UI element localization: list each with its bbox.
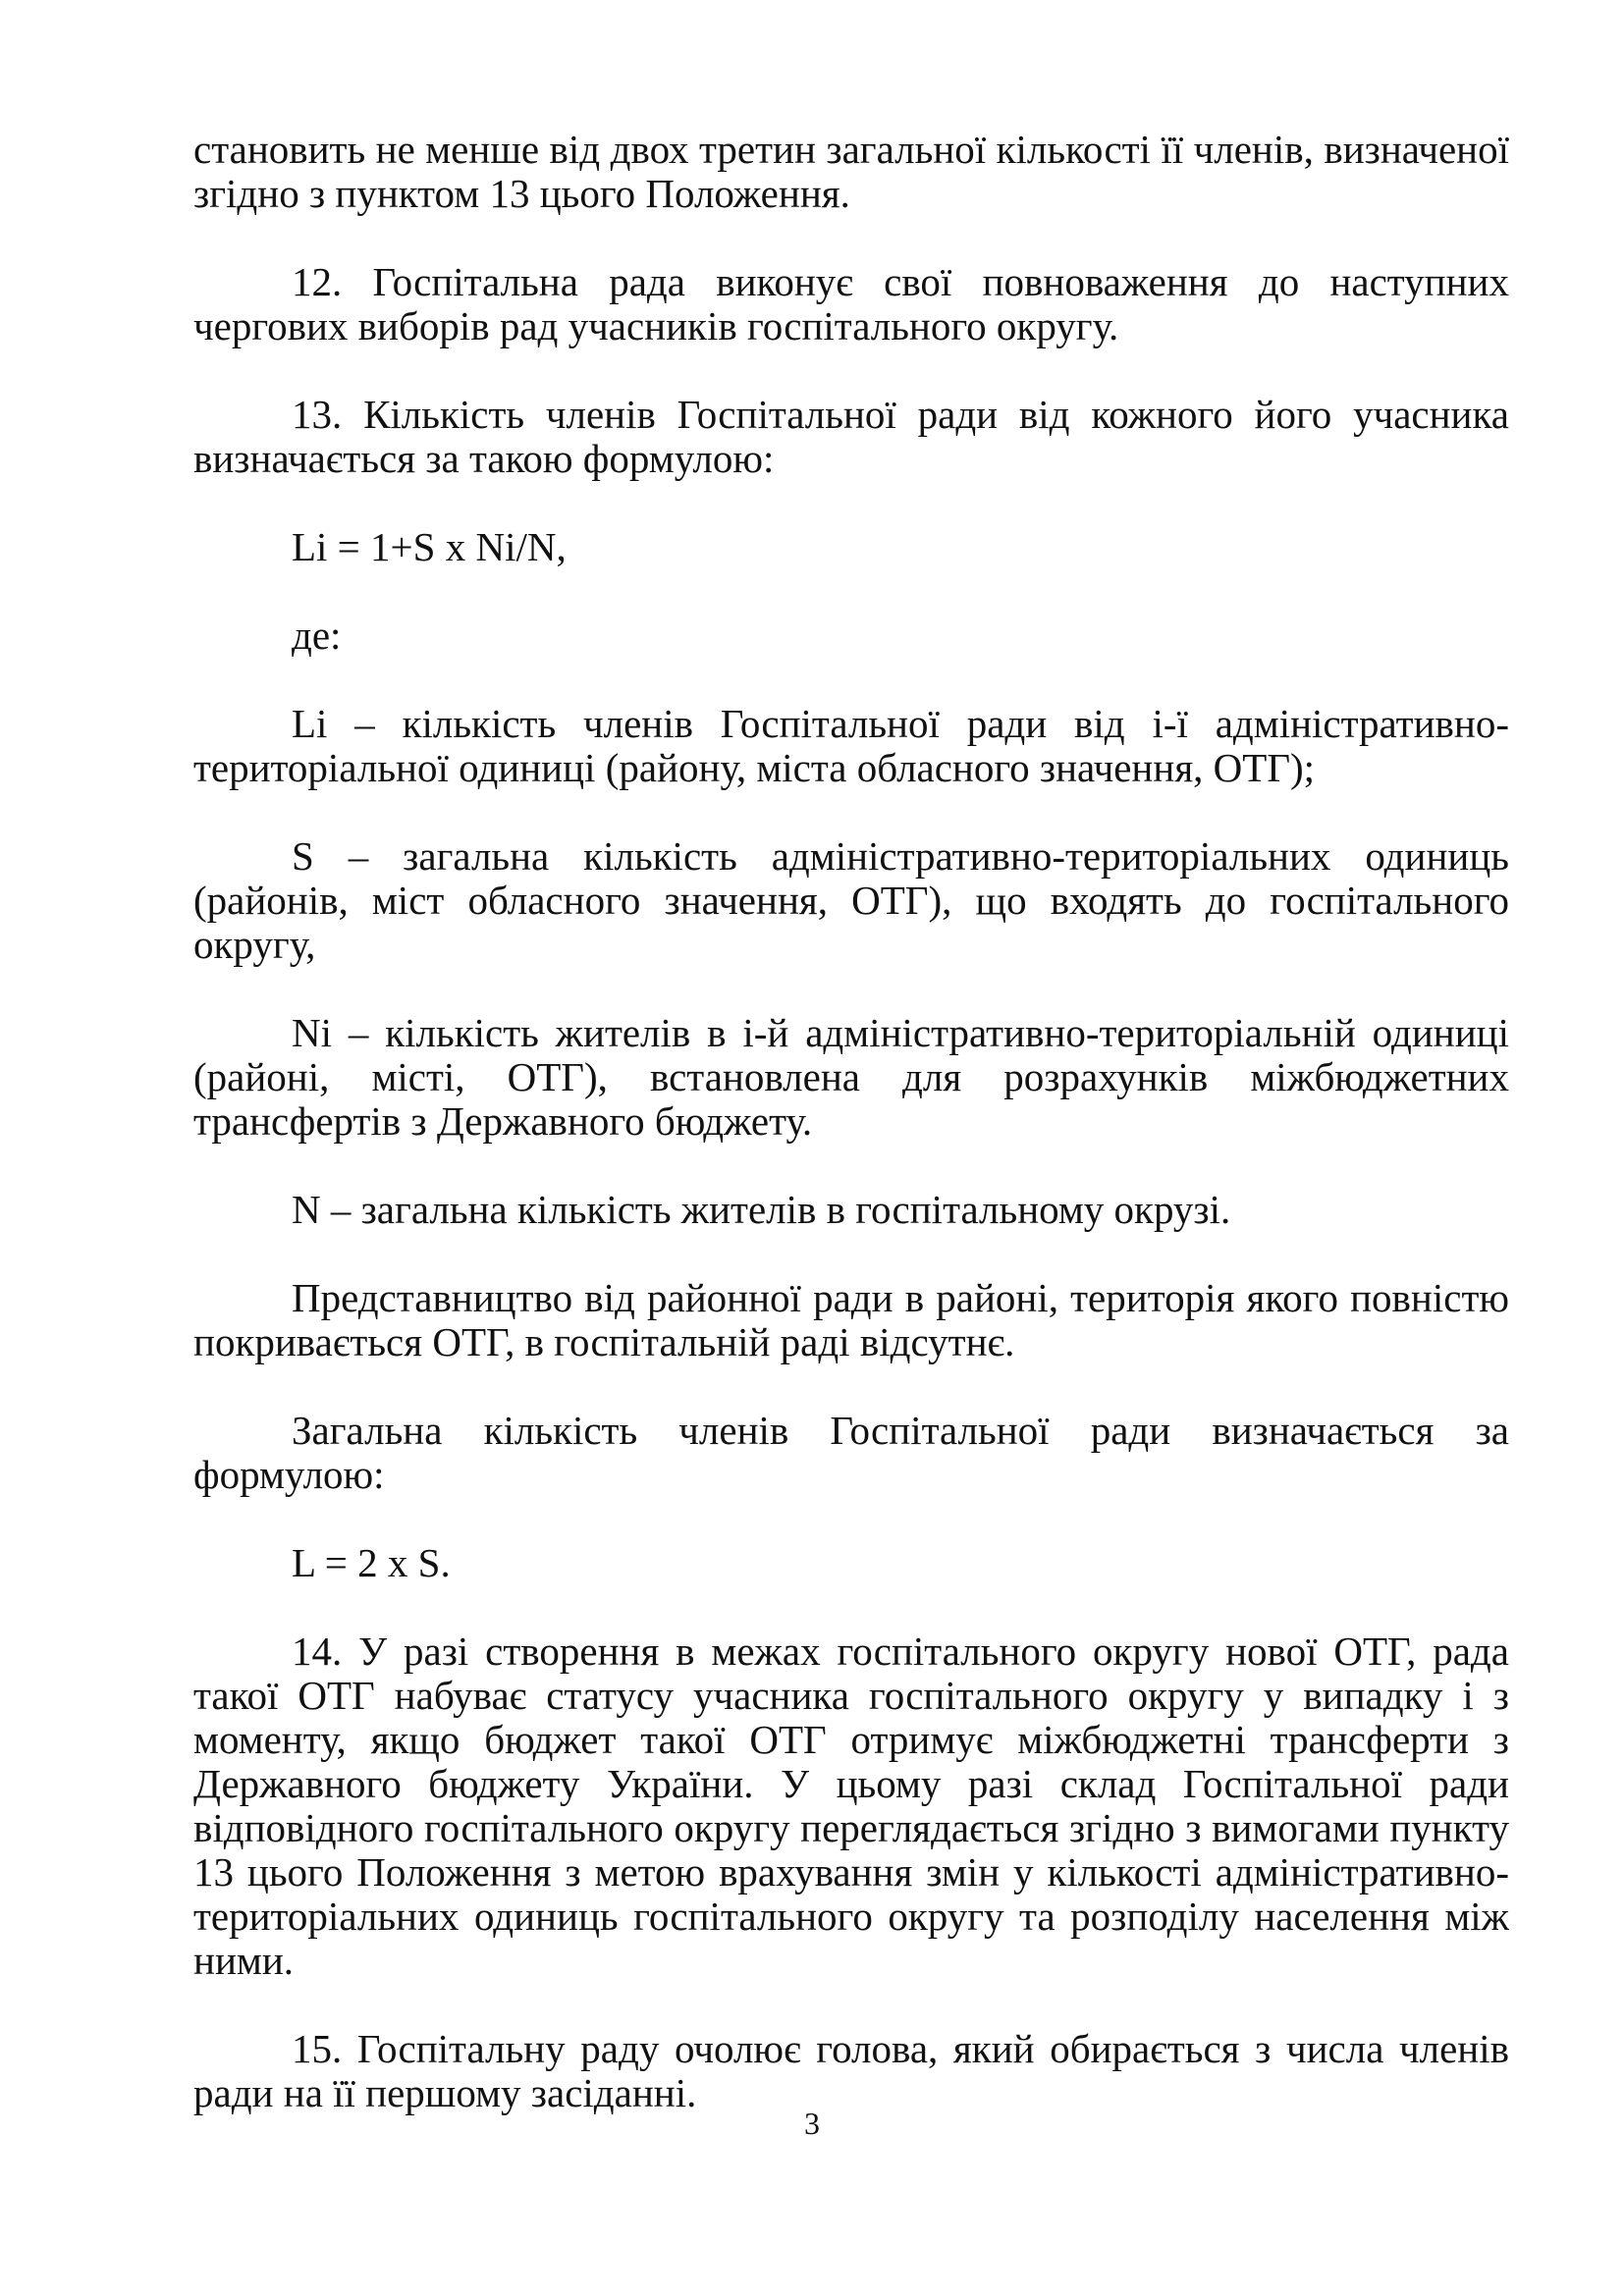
definition-li: Li – кількість членів Госпітальної ради від і-ї адміністративно-територіальної одиниці (району, міста обласного значення, ОТГ); xyxy=(193,701,1509,790)
paragraph-item-14: 14. У разі створення в межах госпітального округу нової ОТГ, рада такої ОТГ набуває статусу учасника госпітального округу у випадку і з моменту, якщо бюджет такої ОТГ отримує міжбюджетні трансферти з Державного бюджету України. У цьому разі склад Госпітальної ради відповідного госпітального округу переглядається згідно з вимогами пункту 13 цього Положення з метою врахування змін у кількості адміністративно-територіальних одиниць госпітального округу та розподілу населення між ними. xyxy=(193,1629,1509,1983)
paragraph-district-representation: Представництво від районної ради в районі, територія якого повністю покривається ОТГ, в госпітальній раді відсутнє. xyxy=(193,1275,1509,1364)
page-number: 3 xyxy=(804,2106,820,2141)
definition-ni: Ni – кількість жителів в і-й адміністративно-територіальній одиниці (районі, місті, ОТГ), встановлена для розрахунків міжбюджетних трансфертів з Державного бюджету. xyxy=(193,1010,1509,1144)
formula-where-label: де: xyxy=(292,613,342,658)
paragraph-item-12: 12. Госпітальна рада виконує свої повноваження до наступних чергових виборів рад учасників госпітального округу. xyxy=(193,259,1509,348)
paragraph-total-members: Загальна кількість членів Госпітальної ради визначається за формулою: xyxy=(193,1408,1509,1497)
formula-li: Li = 1+S x Ni/N, xyxy=(292,524,567,569)
paragraph-continuation: становить не менше від двох третин загальної кількості її членів, визначеної згідно з пунктом 13 цього Положення. xyxy=(193,127,1509,216)
formula-l: L = 2 х S. xyxy=(292,1540,451,1585)
definition-s: S – загальна кількість адміністративно-територіальних одиниць (районів, міст обласного значення, ОТГ), що входять до госпітального округу, xyxy=(193,833,1509,967)
paragraph-item-15: 15. Госпітальну раду очолює голова, який обирається з числа членів ради на її першому засіданні. xyxy=(193,2026,1509,2115)
definition-n: N – загальна кількість жителів в госпітальному окрузі. xyxy=(292,1187,1231,1232)
paragraph-item-13: 13. Кількість членів Госпітальної ради від кожного його учасника визначається за такою формулою: xyxy=(193,392,1509,481)
document-body xyxy=(193,128,1509,2160)
